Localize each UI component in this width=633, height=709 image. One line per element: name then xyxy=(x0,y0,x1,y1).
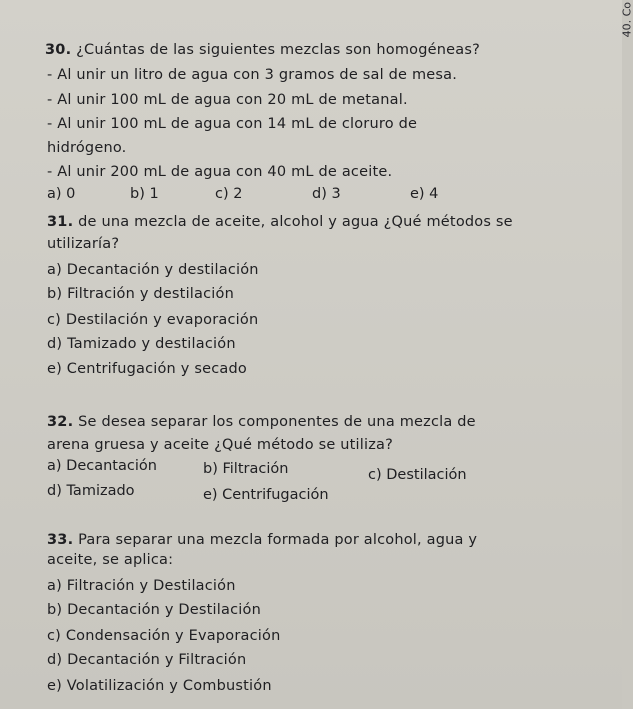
q32-header xyxy=(47,414,476,430)
q31-number: 31. xyxy=(47,214,74,230)
q30-header xyxy=(45,42,480,58)
q32-option-a: a) Decantación xyxy=(47,458,157,474)
q33-question-line2: aceite, se aplica: xyxy=(47,552,174,568)
q30-option-e: e) 4 xyxy=(410,186,439,202)
q32-option-c: c) Destilación xyxy=(368,467,467,483)
q33-header xyxy=(47,532,477,548)
q33-option-a: a) Filtración y Destilación xyxy=(47,578,236,594)
q31-header xyxy=(47,214,513,230)
q33-option-e: e) Volatilización y Combustión xyxy=(47,678,272,694)
q33-option-b: b) Decantación y Destilación xyxy=(47,602,261,618)
q30-option-a: a) 0 xyxy=(47,186,76,202)
q31-option-e: e) Centrifugación y secado xyxy=(47,361,247,377)
q30-item-4: - Al unir 200 mL de agua con 40 mL de aceite. xyxy=(47,164,393,180)
q33-option-d: d) Decantación y Filtración xyxy=(47,652,247,668)
q30-option-b: b) 1 xyxy=(130,186,159,202)
q31-option-c: c) Destilación y evaporación xyxy=(47,312,259,328)
q30-option-c: c) 2 xyxy=(215,186,243,202)
q30-item-3-cont: hidrógeno. xyxy=(47,140,127,156)
q33-option-c: c) Condensación y Evaporación xyxy=(47,628,281,644)
q32-question-line2: arena gruesa y aceite ¿Qué método se utiliza? xyxy=(47,437,394,453)
q30-number: 30. xyxy=(45,42,72,58)
q32-option-e: e) Centrifugación xyxy=(203,487,329,503)
q31-option-b: b) Filtración y destilación xyxy=(47,286,234,302)
q32-number: 32. xyxy=(47,414,74,430)
q33-number: 33. xyxy=(47,532,74,548)
q33-question-line1: Para separar una mezcla formada por alcohol, agua y xyxy=(78,532,478,548)
margin-note: 40. Co xyxy=(620,2,633,38)
q31-option-a: a) Decantación y destilación xyxy=(47,262,259,278)
q30-item-3: - Al unir 100 mL de agua con 14 mL de cloruro de xyxy=(47,116,418,132)
q30-option-d: d) 3 xyxy=(312,186,341,202)
q32-question-line1: Se desea separar los componentes de una mezcla de xyxy=(78,414,476,430)
q32-option-b: b) Filtración xyxy=(203,461,289,477)
q30-question: ¿Cuántas de las siguientes mezclas son homogéneas? xyxy=(76,42,480,58)
q31-option-d: d) Tamizado y destilación xyxy=(47,336,236,352)
q32-option-d: d) Tamizado xyxy=(47,483,135,499)
q30-item-2: - Al unir 100 mL de agua con 20 mL de metanal. xyxy=(47,92,408,108)
q31-question-line2: utilizaría? xyxy=(47,236,120,252)
q31-question-line1: de una mezcla de aceite, alcohol y agua ¿Qué métodos se xyxy=(78,214,513,230)
q30-item-1: - Al unir un litro de agua con 3 gramos de sal de mesa. xyxy=(47,67,458,83)
